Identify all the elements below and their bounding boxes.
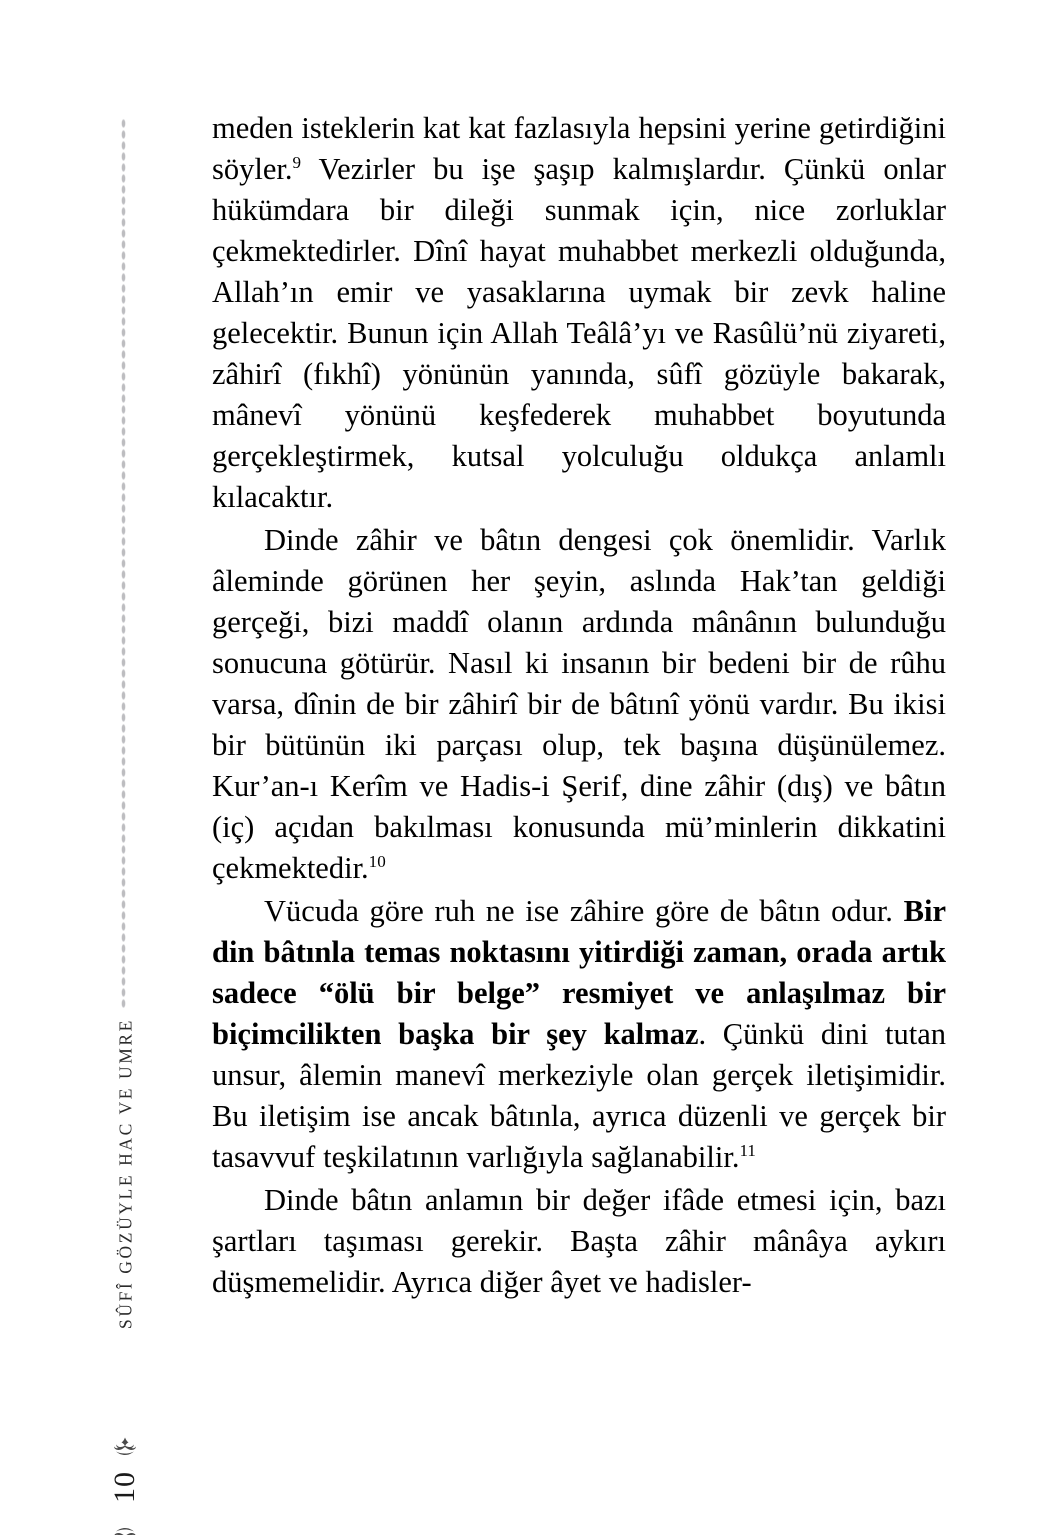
footnote-marker[interactable]: 10 <box>368 851 386 871</box>
text-run: Vezirler bu işe şaşıp kalmışlardır. Çünkü onlar hükümdara bir dileği sunmak için, nice zorluklar çekmektedirler. Dînî hayat muhabbet merkezli olduğunda, Allah’ın emir ve yasaklarına uymak bir zevk haline gelecektir. Bunun için Allah Teâlâ’yı ve Rasûlü’nü ziyareti, zâhirî (fıkhî) yönünün yanında, sûfî gözüyle bakarak, mânevî yönünü keşfederek muhabbet boyutunda gerçekleştirmek, kutsal yolculuğu oldukça anlamlı kılacaktır. <box>212 152 946 514</box>
text-run: Vücuda göre ruh ne ise zâhire göre de bâtın odur. <box>264 894 904 928</box>
text-column <box>212 108 946 1303</box>
dotted-rule-icon <box>121 118 126 1010</box>
footnote-marker[interactable]: 11 <box>739 1140 756 1160</box>
fleuron-ornament-icon <box>110 1523 140 1535</box>
footnote-marker[interactable]: 9 <box>292 152 302 172</box>
page-number: 10 <box>108 1471 141 1503</box>
paragraph <box>212 108 946 518</box>
left-margin-apparatus <box>108 118 142 1503</box>
text-run: meden isteklerin kat kat fazlasıyla hepsini yerine getirdiğini söyler. <box>212 111 946 186</box>
text-run: Dinde bâtın anlamın bir değer ifâde etmesi için, bazı şartları taşıması gerekir. Başta zâhir mânâya aykırı düşmemelidir. Ayrıca diğer âyet ve hadisler- <box>212 1183 946 1299</box>
paragraph <box>212 520 946 889</box>
emphasized-passage: Bir din bâtınla temas noktasını yitirdiği zaman, orada artık sadece “ölü bir belge” resmiyet ve anlaşılmaz bir biçimcilikten başka bir şey kalmaz <box>212 894 946 1051</box>
running-head: SÛFÎ GÖZÜYLE HAC VE UMRE <box>115 1018 136 1329</box>
fleuron-ornament-icon <box>110 1434 140 1460</box>
paragraph <box>212 1180 946 1303</box>
text-run: . Çünkü dini tutan unsur, âlemin manevî merkeziyle olan gerçek iletişimidir. Bu iletişim ise ancak bâtınla, ayrıca düzenli ve gerçek bir tasavvuf teşkilatının varlığıyla sağlanabilir. <box>212 1017 946 1174</box>
text-run: Dinde zâhir ve bâtın dengesi çok önemlidir. Varlık âleminde görünen her şeyin, aslında Hak’tan geldiği gerçeği, bizi maddî olanın ardında mânânın bulunduğu sonucuna götürür. Nasıl ki insanın bir bedeni bir de rûhu varsa, dînin de bir zâhirî bir de bâtınî yönü vardır. Bu ikisi bir bütünün iki parçası olup, tek başına düşünülemez. Kur’an-ı Kerîm ve Hadis-i Şerif, dine zâhir (dış) ve bâtın (iç) açıdan bakılması konusunda mü’minlerin dikkatini çekmektedir. <box>212 523 946 885</box>
paragraph <box>212 891 946 1178</box>
